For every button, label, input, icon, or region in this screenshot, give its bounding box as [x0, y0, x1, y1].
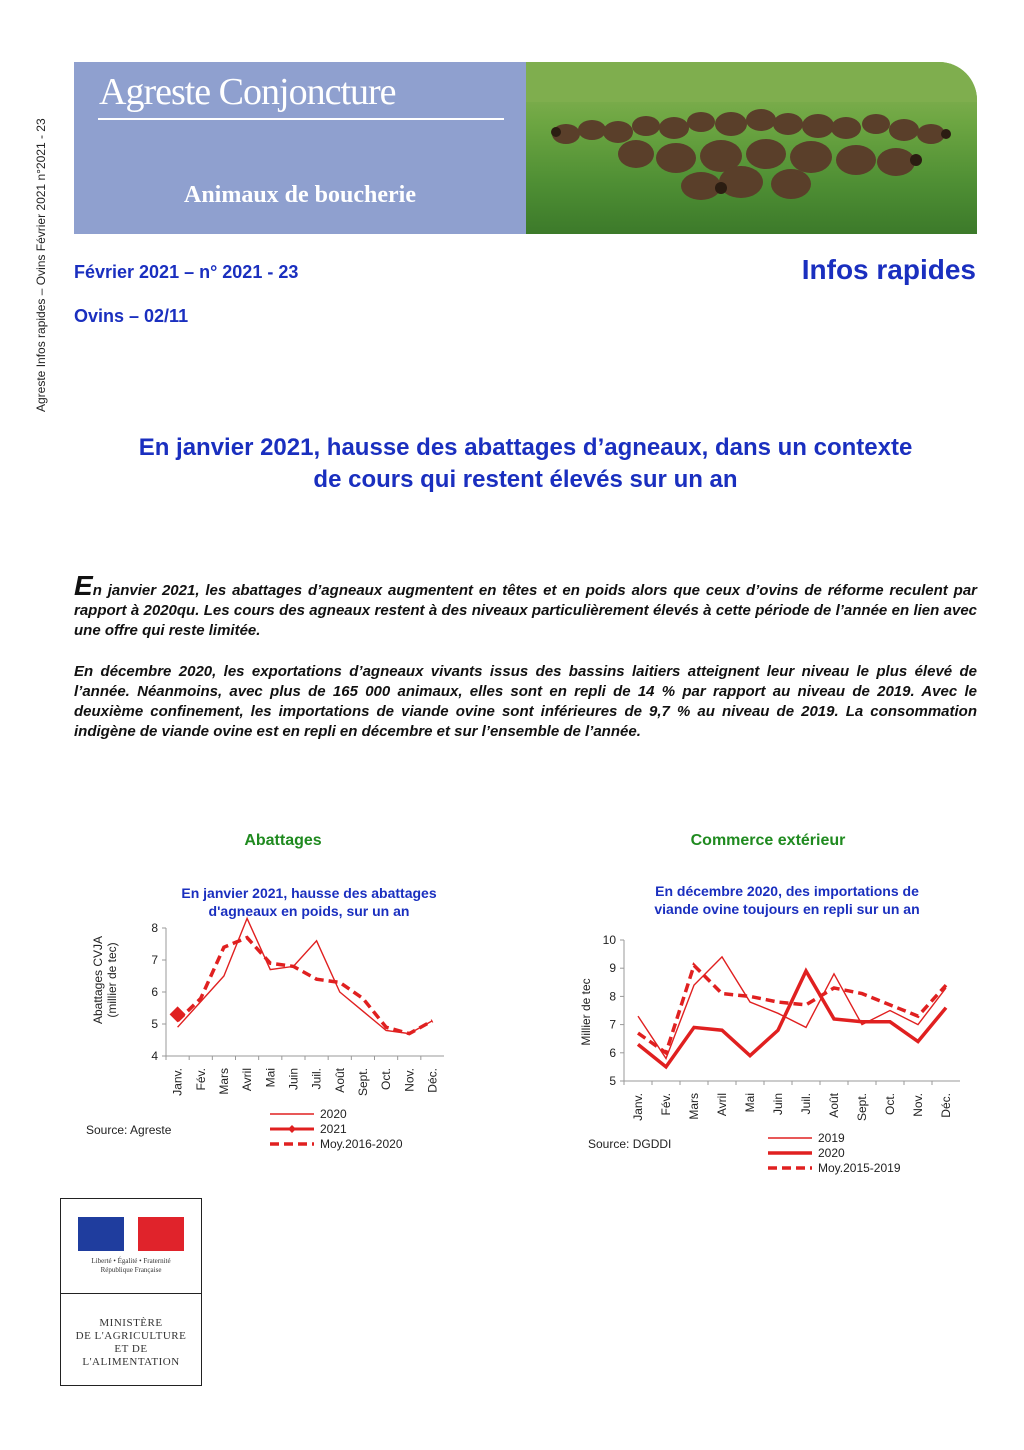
header-banner [74, 62, 977, 234]
x-tick-label: Sept. [355, 1068, 370, 1097]
side-running-title: Agreste Infos rapides – Ovins Février 2021 n°2021 - 23 [34, 118, 48, 412]
chart-2-section-title: Commerce extérieur [690, 832, 846, 849]
x-tick-label: Mars [687, 1093, 701, 1120]
banner-subtitle: Animaux de boucherie [183, 182, 416, 208]
legend-label-Moy.2016-2020: Moy.2016-2020 [320, 1137, 403, 1151]
chart-title-line-2: d'agneaux en poids, sur un an [208, 903, 410, 919]
y-tick-label: 6 [151, 985, 158, 999]
y-axis-label-line-2: (millier de tec) [105, 942, 119, 1018]
y-tick-label: 5 [151, 1017, 158, 1031]
chart-source: Source: DGDDI [588, 1137, 672, 1151]
section-label: Ovins – 02/11 [74, 306, 189, 326]
x-tick-label: Fév. [659, 1093, 673, 1116]
x-tick-label: Janv. [631, 1093, 645, 1121]
y-tick-label: 5 [609, 1074, 616, 1088]
brand-title: Agreste Conjoncture [99, 71, 396, 113]
y-axis-label: Millier de tec [579, 978, 593, 1046]
y-tick-label: 4 [151, 1049, 158, 1063]
chart-title-line-2: viande ovine toujours en repli sur un an [654, 901, 920, 917]
legend-label-2020: 2020 [818, 1146, 845, 1160]
issue-number: Février 2021 – n° 2021 - 23 [74, 262, 299, 282]
y-tick-label: 9 [609, 961, 616, 976]
x-tick-label: Oct. [379, 1068, 394, 1091]
ministry-line-2: DE L'AGRICULTURE [75, 1330, 187, 1342]
commerce-exterieur-chart [572, 880, 992, 1180]
motto-line-2: République Française [100, 1266, 162, 1274]
ministry-name [65, 1317, 197, 1369]
x-tick-label: Juil. [309, 1068, 324, 1090]
chart-1-section-title: Abattages [244, 832, 322, 849]
y-tick-label: 10 [602, 933, 616, 947]
banner-title-panel [74, 62, 526, 234]
x-tick-label: Mars [216, 1068, 231, 1095]
chart-title-line-1: En janvier 2021, hausse des abattages [181, 885, 437, 901]
x-tick-label: Nov. [402, 1068, 417, 1092]
x-tick-label: Avril [715, 1093, 729, 1117]
y-tick-label: 7 [151, 953, 158, 967]
publication-badge: Infos rapides [801, 254, 976, 285]
brand-underline [98, 118, 504, 120]
y-tick-label: 6 [609, 1045, 616, 1060]
x-tick-label: Déc. [939, 1093, 953, 1118]
flag-red-band [138, 1217, 184, 1251]
flag-blue-band [78, 1217, 124, 1251]
ministry-line-3: ET DE [114, 1343, 148, 1355]
y-tick-label: 7 [609, 1017, 616, 1032]
x-tick-label: Août [332, 1068, 347, 1093]
chart-source: Source: Agreste [86, 1123, 172, 1137]
legend-label-2021: 2021 [320, 1122, 347, 1136]
x-tick-label: Nov. [911, 1093, 925, 1117]
abattages-chart [80, 880, 500, 1160]
x-tick-label: Oct. [883, 1093, 897, 1116]
drop-cap: E [74, 570, 93, 601]
series-2020-line [178, 918, 433, 1033]
x-tick-label: Juin [771, 1093, 785, 1116]
summary-paragraph-2: En décembre 2020, les exportations d’agneaux vivants issus des bassins laitiers atteignent leur niveau le plus élevé de l’année. Néanmoins, avec plus de 165 000 animaux, elles sont en repli de 14 % par rapport au niveau de 2019. Avec le deuxième confinement, les importations de viande ovine sont inférieures de 9,7 % au niveau de 2019. La consommation indigène de viande ovine est en repli en décembre et sur l’ensemble de l’année. [74, 663, 977, 740]
x-tick-label: Mai [263, 1068, 278, 1088]
republic-motto [71, 1257, 191, 1275]
headline-line-1: En janvier 2021, hausse des abattages d’agneaux, dans un contexte [138, 434, 913, 461]
ministry-line-1: MINISTÈRE [99, 1317, 163, 1329]
legend-marker-2021 [288, 1125, 296, 1133]
sheep-flock-photo [526, 62, 977, 234]
x-tick-label: Fév. [193, 1068, 208, 1091]
x-tick-label: Avril [240, 1068, 255, 1092]
legend-label-2020: 2020 [320, 1107, 347, 1121]
y-tick-label: 8 [151, 921, 158, 935]
motto-line-1: Liberté • Égalité • Fraternité [91, 1257, 171, 1265]
x-tick-label: Janv. [170, 1068, 185, 1096]
y-tick-label: 8 [609, 989, 616, 1004]
legend-label-2019: 2019 [818, 1131, 845, 1145]
series-2020-line [638, 971, 946, 1067]
logo-divider [61, 1293, 201, 1294]
chart-title-line-1: En décembre 2020, des importations de [655, 883, 919, 899]
x-tick-label: Sept. [855, 1093, 869, 1122]
main-headline [74, 432, 977, 496]
x-tick-label: Déc. [425, 1068, 440, 1093]
sheep-flock-illustration [526, 62, 977, 234]
x-tick-label: Juil. [799, 1093, 813, 1115]
headline-line-2: de cours qui restent élevés sur un an [313, 466, 738, 493]
legend-label-Moy.2015-2019: Moy.2015-2019 [818, 1161, 901, 1175]
x-tick-label: Juin [286, 1068, 301, 1091]
ministry-logo [60, 1198, 202, 1386]
flag-white-band [124, 1217, 138, 1251]
x-tick-label: Août [827, 1093, 841, 1118]
y-axis-label-line-1: Abattages CVJA [91, 935, 105, 1025]
summary-paragraph-1 [74, 570, 977, 641]
ministry-line-4: L'ALIMENTATION [82, 1356, 180, 1368]
x-tick-label: Mai [743, 1093, 757, 1113]
summary-paragraph-1-text: n janvier 2021, les abattages d’agneaux augmentent en têtes et en poids alors que ceux d’ovins de réforme reculent par rapport à 2020qu. Les cours des agneaux restent à des niveaux particulièrement élevés à cette période de l’année en lien avec une offre qui reste limitée. [74, 582, 977, 639]
